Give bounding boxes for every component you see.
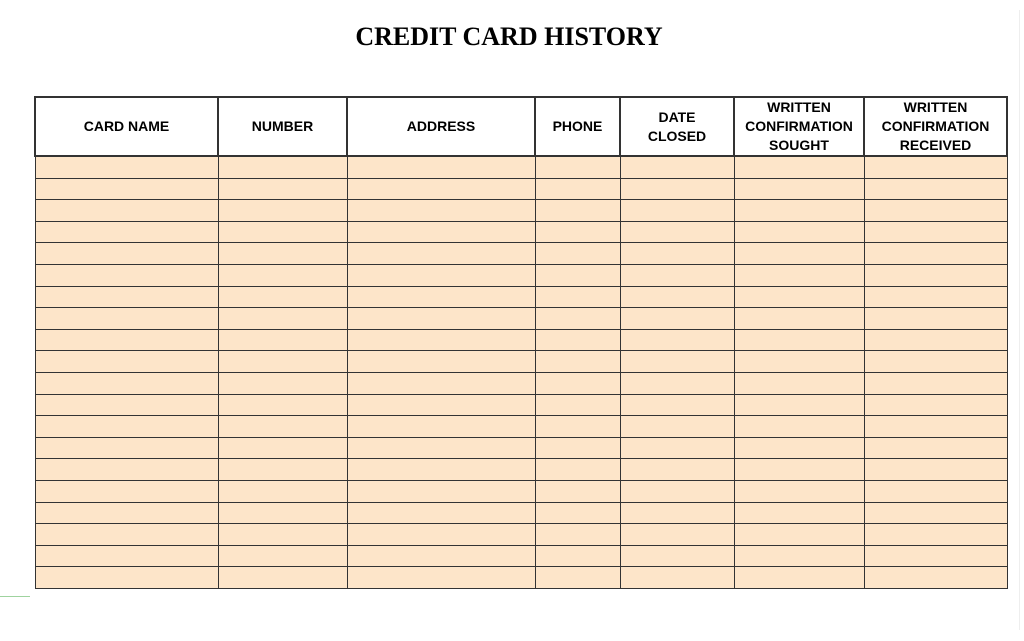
table-cell[interactable]: [535, 437, 620, 459]
table-cell[interactable]: [734, 437, 864, 459]
table-cell[interactable]: [620, 372, 734, 394]
table-cell[interactable]: [734, 502, 864, 524]
table-cell[interactable]: [864, 178, 1007, 200]
table-cell[interactable]: [535, 243, 620, 265]
table-row: [35, 351, 1007, 373]
table-cell[interactable]: [734, 286, 864, 308]
table-cell[interactable]: [35, 459, 218, 481]
table-cell[interactable]: [347, 156, 535, 178]
table-row: [35, 502, 1007, 524]
table-cell[interactable]: [864, 480, 1007, 502]
table-cell[interactable]: [35, 308, 218, 330]
table-cell[interactable]: [35, 329, 218, 351]
table-cell[interactable]: [620, 329, 734, 351]
table-cell[interactable]: [734, 480, 864, 502]
table-cell[interactable]: [620, 567, 734, 589]
table-cell[interactable]: [218, 567, 347, 589]
table-cell[interactable]: [864, 502, 1007, 524]
table-cell[interactable]: [535, 459, 620, 481]
table-row: [35, 545, 1007, 567]
table-cell[interactable]: [35, 545, 218, 567]
table-cell[interactable]: [620, 394, 734, 416]
table-cell[interactable]: [734, 200, 864, 222]
table-cell[interactable]: [347, 221, 535, 243]
table-cell[interactable]: [620, 502, 734, 524]
table-cell[interactable]: [535, 286, 620, 308]
table-row: [35, 243, 1007, 265]
table-row: [35, 459, 1007, 481]
table-cell[interactable]: [620, 480, 734, 502]
table-cell[interactable]: [218, 372, 347, 394]
column-header-address: ADDRESS: [347, 97, 535, 156]
table-row: [35, 372, 1007, 394]
table-cell[interactable]: [347, 243, 535, 265]
table-cell[interactable]: [218, 524, 347, 546]
table-cell[interactable]: [734, 394, 864, 416]
column-header-number: NUMBER: [218, 97, 347, 156]
table-cell[interactable]: [347, 264, 535, 286]
table-cell[interactable]: [620, 437, 734, 459]
table-cell[interactable]: [620, 545, 734, 567]
table-cell[interactable]: [218, 394, 347, 416]
column-header-card-name: CARD NAME: [35, 97, 218, 156]
table-cell[interactable]: [218, 200, 347, 222]
table-cell[interactable]: [734, 351, 864, 373]
column-header-phone: PHONE: [535, 97, 620, 156]
table-cell[interactable]: [35, 480, 218, 502]
table-cell[interactable]: [218, 502, 347, 524]
table-cell[interactable]: [347, 524, 535, 546]
table-cell[interactable]: [347, 286, 535, 308]
table-cell[interactable]: [535, 178, 620, 200]
table-cell[interactable]: [620, 178, 734, 200]
table-cell[interactable]: [347, 308, 535, 330]
table-cell[interactable]: [620, 243, 734, 265]
table-cell[interactable]: [35, 437, 218, 459]
table-cell[interactable]: [620, 156, 734, 178]
table-cell[interactable]: [734, 545, 864, 567]
table-cell[interactable]: [620, 416, 734, 438]
table-cell[interactable]: [734, 416, 864, 438]
table-row: [35, 329, 1007, 351]
table-cell[interactable]: [864, 200, 1007, 222]
table-cell[interactable]: [218, 286, 347, 308]
credit-card-history-table: [34, 96, 1008, 589]
table-cell[interactable]: [347, 545, 535, 567]
table-cell[interactable]: [218, 416, 347, 438]
table-cell[interactable]: [620, 200, 734, 222]
table-cell[interactable]: [620, 286, 734, 308]
table-cell[interactable]: [347, 502, 535, 524]
table-cell[interactable]: [864, 221, 1007, 243]
table-cell[interactable]: [734, 243, 864, 265]
table-cell[interactable]: [535, 329, 620, 351]
table-cell[interactable]: [864, 286, 1007, 308]
page-title: CREDIT CARD HISTORY: [355, 22, 663, 51]
table-cell[interactable]: [535, 264, 620, 286]
table-cell[interactable]: [535, 372, 620, 394]
table-cell[interactable]: [35, 243, 218, 265]
table-cell[interactable]: [620, 308, 734, 330]
table-cell[interactable]: [734, 264, 864, 286]
table-cell[interactable]: [347, 200, 535, 222]
table-cell[interactable]: [35, 372, 218, 394]
table-cell[interactable]: [347, 372, 535, 394]
table-cell[interactable]: [864, 524, 1007, 546]
table-cell[interactable]: [347, 178, 535, 200]
table-cell[interactable]: [35, 286, 218, 308]
table-cell[interactable]: [347, 567, 535, 589]
table-cell[interactable]: [218, 243, 347, 265]
table-cell[interactable]: [620, 524, 734, 546]
table-cell[interactable]: [535, 351, 620, 373]
table-cell[interactable]: [218, 329, 347, 351]
table-cell[interactable]: [218, 178, 347, 200]
table-cell[interactable]: [218, 351, 347, 373]
table-cell[interactable]: [347, 416, 535, 438]
table-row: [35, 264, 1007, 286]
table-row: [35, 286, 1007, 308]
table-row: [35, 221, 1007, 243]
table-row: [35, 567, 1007, 589]
table-cell[interactable]: [864, 567, 1007, 589]
table-cell[interactable]: [35, 200, 218, 222]
table-cell[interactable]: [864, 264, 1007, 286]
table-cell[interactable]: [347, 394, 535, 416]
table-cell[interactable]: [35, 221, 218, 243]
table-cell[interactable]: [218, 459, 347, 481]
table-cell[interactable]: [535, 394, 620, 416]
table-cell[interactable]: [864, 243, 1007, 265]
table-cell[interactable]: [535, 416, 620, 438]
table-cell[interactable]: [864, 437, 1007, 459]
table-cell[interactable]: [620, 221, 734, 243]
decorative-line: [0, 596, 30, 597]
table-cell[interactable]: [620, 459, 734, 481]
table-cell[interactable]: [35, 394, 218, 416]
table-cell[interactable]: [35, 351, 218, 373]
table-cell[interactable]: [864, 459, 1007, 481]
table-cell[interactable]: [535, 308, 620, 330]
column-header-confirmation-received: WRITTEN CONFIRMATION RECEIVED: [864, 97, 1007, 156]
table-row: [35, 480, 1007, 502]
table-row: [35, 394, 1007, 416]
table-cell[interactable]: [535, 524, 620, 546]
table-cell[interactable]: [35, 264, 218, 286]
table-cell[interactable]: [535, 156, 620, 178]
table-cell[interactable]: [35, 524, 218, 546]
table-cell[interactable]: [734, 178, 864, 200]
table-cell[interactable]: [218, 264, 347, 286]
table-cell[interactable]: [864, 394, 1007, 416]
column-header-confirmation-sought: WRITTEN CONFIRMATION SOUGHT: [734, 97, 864, 156]
table-cell[interactable]: [218, 545, 347, 567]
table-row: [35, 156, 1007, 178]
table-row: [35, 308, 1007, 330]
table-cell[interactable]: [347, 329, 535, 351]
table-cell[interactable]: [35, 416, 218, 438]
table-cell[interactable]: [35, 502, 218, 524]
table-cell[interactable]: [218, 156, 347, 178]
table-cell[interactable]: [734, 567, 864, 589]
table-row: [35, 524, 1007, 546]
table-cell[interactable]: [620, 351, 734, 373]
table-cell[interactable]: [734, 524, 864, 546]
table-cell[interactable]: [864, 308, 1007, 330]
table-row: [35, 437, 1007, 459]
table-cell[interactable]: [218, 308, 347, 330]
table-row: [35, 416, 1007, 438]
table-cell[interactable]: [734, 308, 864, 330]
table-cell[interactable]: [734, 221, 864, 243]
table-cell[interactable]: [864, 156, 1007, 178]
table-cell[interactable]: [734, 156, 864, 178]
table-cell[interactable]: [218, 221, 347, 243]
table-cell[interactable]: [734, 329, 864, 351]
table-cell[interactable]: [864, 329, 1007, 351]
table-cell[interactable]: [535, 567, 620, 589]
table-cell[interactable]: [347, 351, 535, 373]
table-cell[interactable]: [864, 372, 1007, 394]
table-cell[interactable]: [347, 459, 535, 481]
table-cell[interactable]: [620, 264, 734, 286]
table-cell[interactable]: [535, 480, 620, 502]
table-cell[interactable]: [734, 459, 864, 481]
table-cell[interactable]: [535, 502, 620, 524]
table-cell[interactable]: [35, 567, 218, 589]
table-cell[interactable]: [35, 156, 218, 178]
table-cell[interactable]: [535, 221, 620, 243]
header-row: [35, 97, 1007, 156]
table-cell[interactable]: [35, 178, 218, 200]
table-cell[interactable]: [864, 351, 1007, 373]
table-cell[interactable]: [347, 480, 535, 502]
table-cell[interactable]: [347, 437, 535, 459]
table-row: [35, 178, 1007, 200]
table-cell[interactable]: [535, 545, 620, 567]
table-cell[interactable]: [864, 545, 1007, 567]
table-cell[interactable]: [864, 416, 1007, 438]
column-header-date-closed: DATE CLOSED: [620, 97, 734, 156]
page-edge-divider: [1019, 10, 1020, 630]
table-cell[interactable]: [218, 480, 347, 502]
table-cell[interactable]: [535, 200, 620, 222]
table-cell[interactable]: [734, 372, 864, 394]
table-row: [35, 200, 1007, 222]
table-cell[interactable]: [218, 437, 347, 459]
